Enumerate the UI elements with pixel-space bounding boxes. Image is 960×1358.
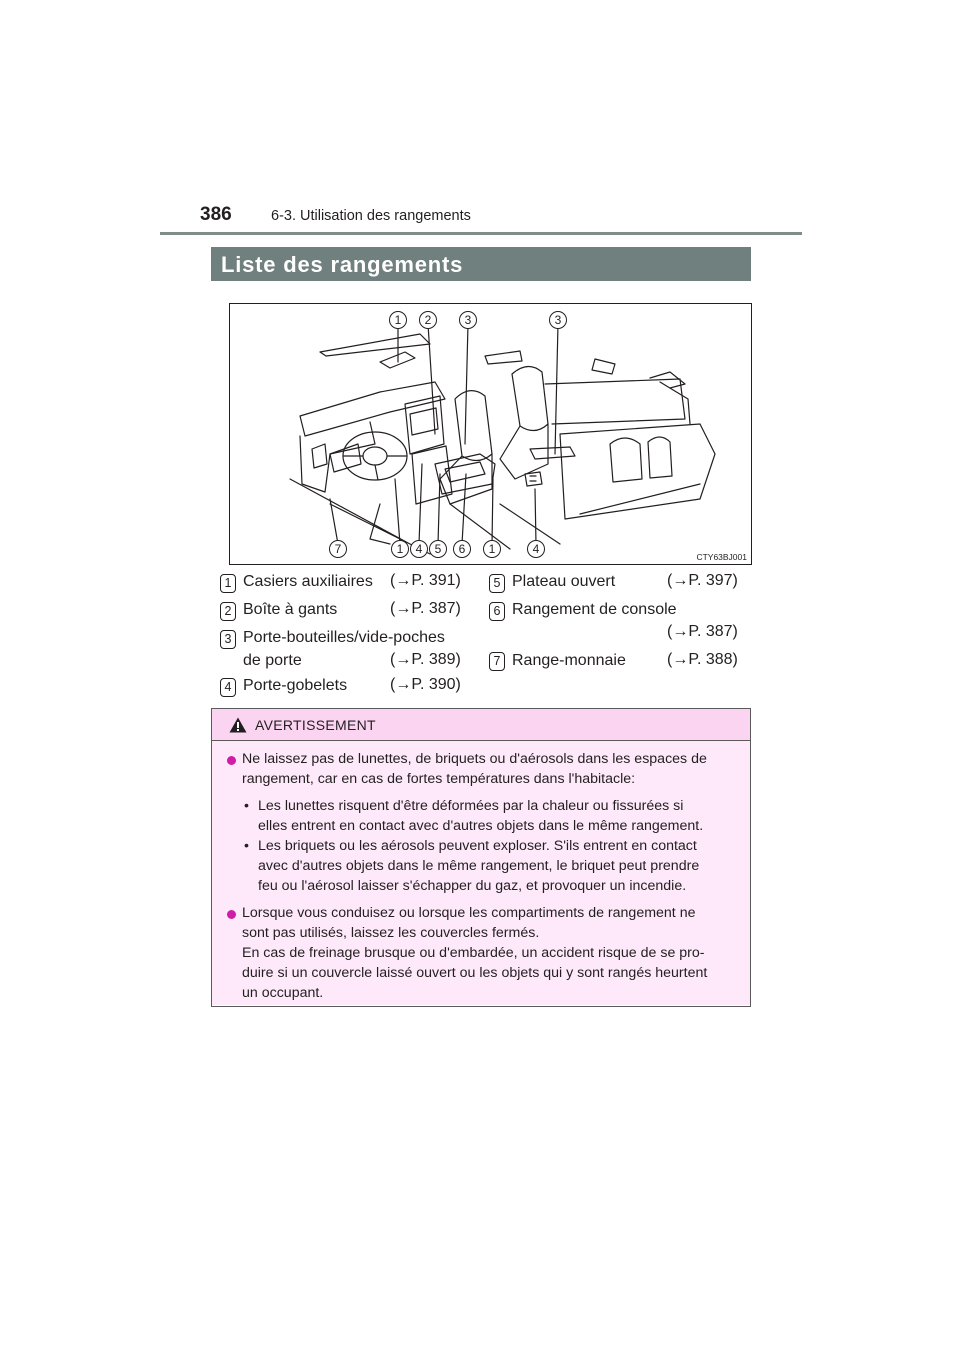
warning-text: En cas de freinage brusque ou d'embardée, un accident risque de se pro- [242,945,705,961]
figure-callout: 5 [429,540,447,558]
figure-callout: 3 [549,311,567,329]
warning-text: sont pas utilisés, laissez les couvercles fermés. [242,925,540,941]
item-number: 3 [220,630,236,649]
sub-bullet-marker: • [244,798,249,814]
warning-text: Ne laissez pas de lunettes, de briquets ou d'aérosols dans les espaces de [242,751,707,767]
figure-callout: 4 [527,540,545,558]
warning-text: Les briquets ou les aérosols peuvent exploser. S'ils entrent en contact [258,838,697,854]
item-label: de porte [243,652,302,669]
warning-title: AVERTISSEMENT [255,717,376,733]
bullet-dot-icon [227,756,236,765]
item-page-ref: (→P. 397) [667,572,738,589]
warning-text: feu ou l'aérosol laisser s'échapper du gaz, et provoquer un incendie. [258,878,687,894]
item-number: 1 [220,574,236,593]
item-number: 5 [489,574,505,593]
running-head: 6-3. Utilisation des rangements [271,208,471,224]
item-label: Plateau ouvert [512,573,616,590]
section-title-bar [211,247,751,281]
figure-callout: 3 [459,311,477,329]
figure-callout: 2 [419,311,437,329]
item-number: 2 [220,602,236,621]
figure-callout: 1 [483,540,501,558]
item-page-ref: (→P. 391) [390,572,461,589]
sub-bullet-marker: • [244,838,249,854]
item-label: Porte-bouteilles/vide-poches [243,629,445,646]
warning-triangle-icon [229,717,247,733]
item-label: Casiers auxiliaires [243,573,373,590]
warning-text: duire si un couvercle laissé ouvert ou les objets qui y sont rangés heurtent [242,965,708,981]
item-number: 6 [489,602,505,621]
interior-illustration [229,303,752,565]
item-page-ref: (→P. 387) [390,600,461,617]
warning-text: elles entrent en contact avec d'autres objets dans le même rangement. [258,818,704,834]
item-label: Rangement de console [512,601,677,618]
header-rule [160,232,802,235]
warning-text: avec d'autres objets dans le même rangement, le briquet peut prendre [258,858,700,874]
item-page-ref: (→P. 388) [667,651,738,668]
item-label: Porte-gobelets [243,677,348,694]
warning-box [211,708,751,1007]
figure-callout: 1 [389,311,407,329]
item-number: 4 [220,678,236,697]
item-page-ref: (→P. 389) [390,651,461,668]
page-number: 386 [200,204,232,225]
figure-callout: 1 [391,540,409,558]
item-page-ref: (→P. 387) [667,623,738,640]
car-interior-drawing [230,304,751,564]
figure-callout: 6 [453,540,471,558]
item-page-ref: (→P. 390) [390,676,461,693]
warning-header [212,709,750,741]
item-label: Boîte à gants [243,601,338,618]
warning-text: rangement, car en cas de fortes températures dans l'habitacle: [242,771,636,787]
warning-text: Les lunettes risquent d'être déformées par la chaleur ou fissurées si [258,798,684,814]
item-number: 7 [489,652,505,671]
item-label: Range-monnaie [512,652,626,669]
warning-text: un occupant. [242,985,324,1001]
warning-body [212,741,750,1005]
figure-callout: 4 [410,540,428,558]
section-title: Liste des rangements [221,252,464,277]
warning-text: Lorsque vous conduisez ou lorsque les compartiments de rangement ne [242,905,696,921]
bullet-dot-icon [227,910,236,919]
figure-callout: 7 [329,540,347,558]
figure-code: CTY63BJ001 [696,552,747,562]
